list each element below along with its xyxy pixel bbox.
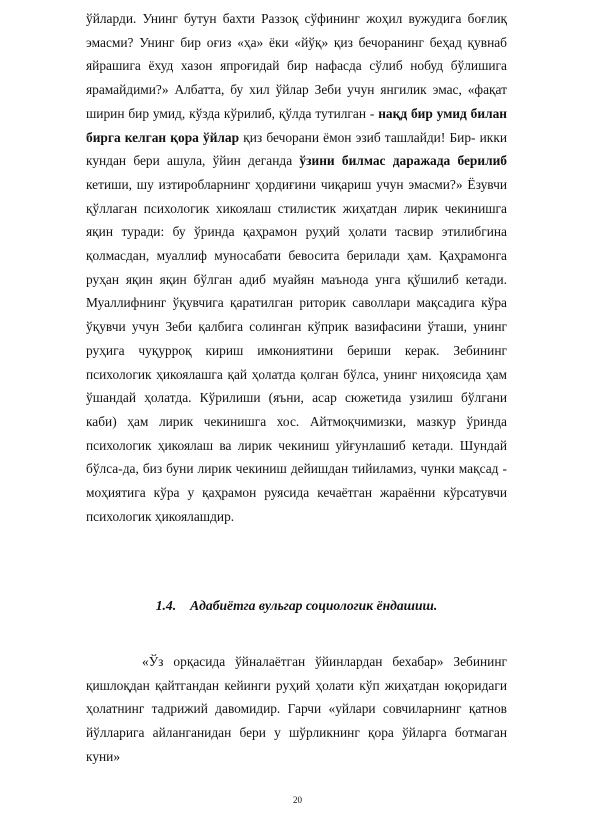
section-title: Адабиётга вульгар социологик ёндашиш. [190,598,438,613]
paragraph-1-bold-a: нақд бир умид билан бирга келган қора ўйлар [86,105,507,145]
paragraph-1-bold-b: ўзини билмас даражада берилиб [299,153,508,169]
paragraph-1-text-c: кетиши, шу изтиробларнинг ҳордиғини чиқариш учун эмасми?» Ёзувчи қўллаган психологик хикоялаш стилистик жиҳатдан лирик чекинишга яқин туради: бу ўринда қаҳрамон руҳий ҳолати тасвир этилибгина қолмасдан, муаллиф муносабати бевосита берилади ҳам. Қаҳрамонга руҳан яқин яқин бўлган адиб муайян маънода унга қўшилиб кетади. Муаллифнинг ўқувчига қаратилган риторик саволлари мақсадига кўра ўқувчи учун Зеби қалбига солинган кўприк вазифасини ўташи, унинг руҳига чуқурроқ кириш имкониятини бериши керак. Зебининг психологик ҳикоялашга қай ҳолатда қолган бўлса, унинг ниҳоясида ҳам ўшандай ҳолатда. Кўрилиши (яъни, асар сюжетида узилиш бўлгани каби) ҳам лирик чекинишга хос. Айтмоқчимизки, мазкур ўринда психологик ҳикоялаш ва лирик чекиниш уйғунлашиб кетади. Шундай бўлса-да, биз буни лирик чекиниш дейишдан тийиламиз, чунки мақсад - моҳиятига кўра у қаҳрамон руясида кечаётган жараённи кўрсатувчи психологик ҳикоялашдир. [86,176,507,524]
body-paragraph-1 [86,7,507,528]
body-paragraph-2 [86,650,507,769]
section-number: 1.4. [155,598,177,613]
section-heading [86,598,507,614]
paragraph-1-text-b: қиз бечорани ёмон эзиб ташлайди! Бир- икки кундан бери ашула, ўйин деганда [86,129,507,169]
paragraph-1-text-a: ўйларди. Унинг бутун бахти Раззоқ сўфининг жоҳил вужудига боғлиқ эмасми? Унинг бир оғиз «ҳа» ёки «йўқ» қиз бечоранинг беҳад қувнаб яйрашига ёхуд хазон япроғидай бир нафасда сўлиб нобуд бўлишига ярамайдими?» Албатта, бу хил ўйлар Зеби учун янгилик эмас, «фақат ширин бир умид, кўзда кўрилиб, қўлда тутилган - [86,11,507,121]
paragraph-2-text: «Ўз орқасида ўйналаётган ўйинлардан бехабар» Зебининг қишлоқдан қайтгандан кейинги руҳий ҳолати кўп жиҳатдан юқоридаги ҳолатнинг тадрижий давомидир. Гарчи «уйлари совчиларнинг қатнов йўлларига айланганидан бери у шўрликнинг қора ўйларга ботмаган куни» [86,654,507,764]
page-number: 20 [293,795,302,805]
